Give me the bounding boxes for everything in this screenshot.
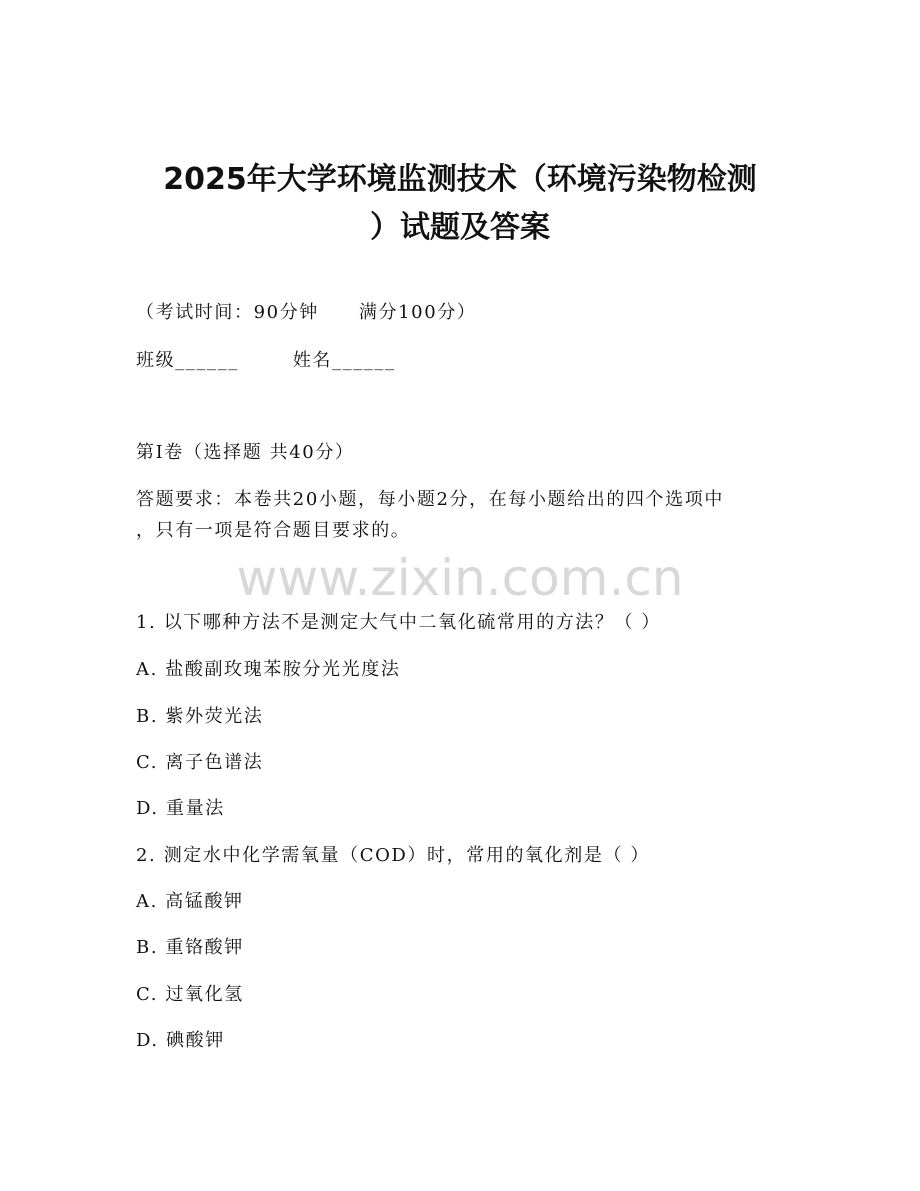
- instructions-line-1: 答题要求：本卷共20小题，每小题2分，在每小题给出的四个选项中: [136, 489, 724, 510]
- question-2-option-a: A. 高锰酸钾: [136, 891, 244, 912]
- question-1-option-d: D. 重量法: [136, 798, 225, 819]
- document-title-line-1: 2025年大学环境监测技术（环境污染物检测: [163, 162, 757, 197]
- full-score: 满分100分）: [358, 302, 477, 323]
- question-2-stem: 2. 测定水中化学需氧量（COD）时，常用的氧化剂是（ ）: [136, 845, 650, 866]
- name-field-label: 姓名______: [292, 350, 396, 371]
- watermark: www.zixin.com.cn: [236, 549, 684, 607]
- question-2-option-c: C. 过氧化氢: [136, 984, 244, 1005]
- question-2-option-d: D. 碘酸钾: [136, 1030, 225, 1051]
- question-1-option-a: A. 盐酸副玫瑰苯胺分光光度法: [136, 659, 401, 680]
- question-1-option-b: B. 紫外荧光法: [136, 706, 264, 727]
- question-1-stem: 1. 以下哪种方法不是测定大气中二氧化硫常用的方法？（ ）: [136, 612, 662, 633]
- exam-time: （考试时间：90分钟: [136, 302, 319, 323]
- exam-info: [136, 301, 476, 325]
- document-title-line-2: ）试题及答案: [370, 210, 550, 245]
- question-1-option-c: C. 离子色谱法: [136, 752, 264, 773]
- instructions-line-2: ，只有一项是符合题目要求的。: [136, 520, 411, 541]
- section-title: 第Ⅰ卷（选择题 共40分）: [136, 442, 355, 463]
- class-field-label: 班级______: [136, 350, 239, 371]
- question-2-option-b: B. 重铬酸钾: [136, 937, 244, 958]
- student-fields: [136, 349, 396, 373]
